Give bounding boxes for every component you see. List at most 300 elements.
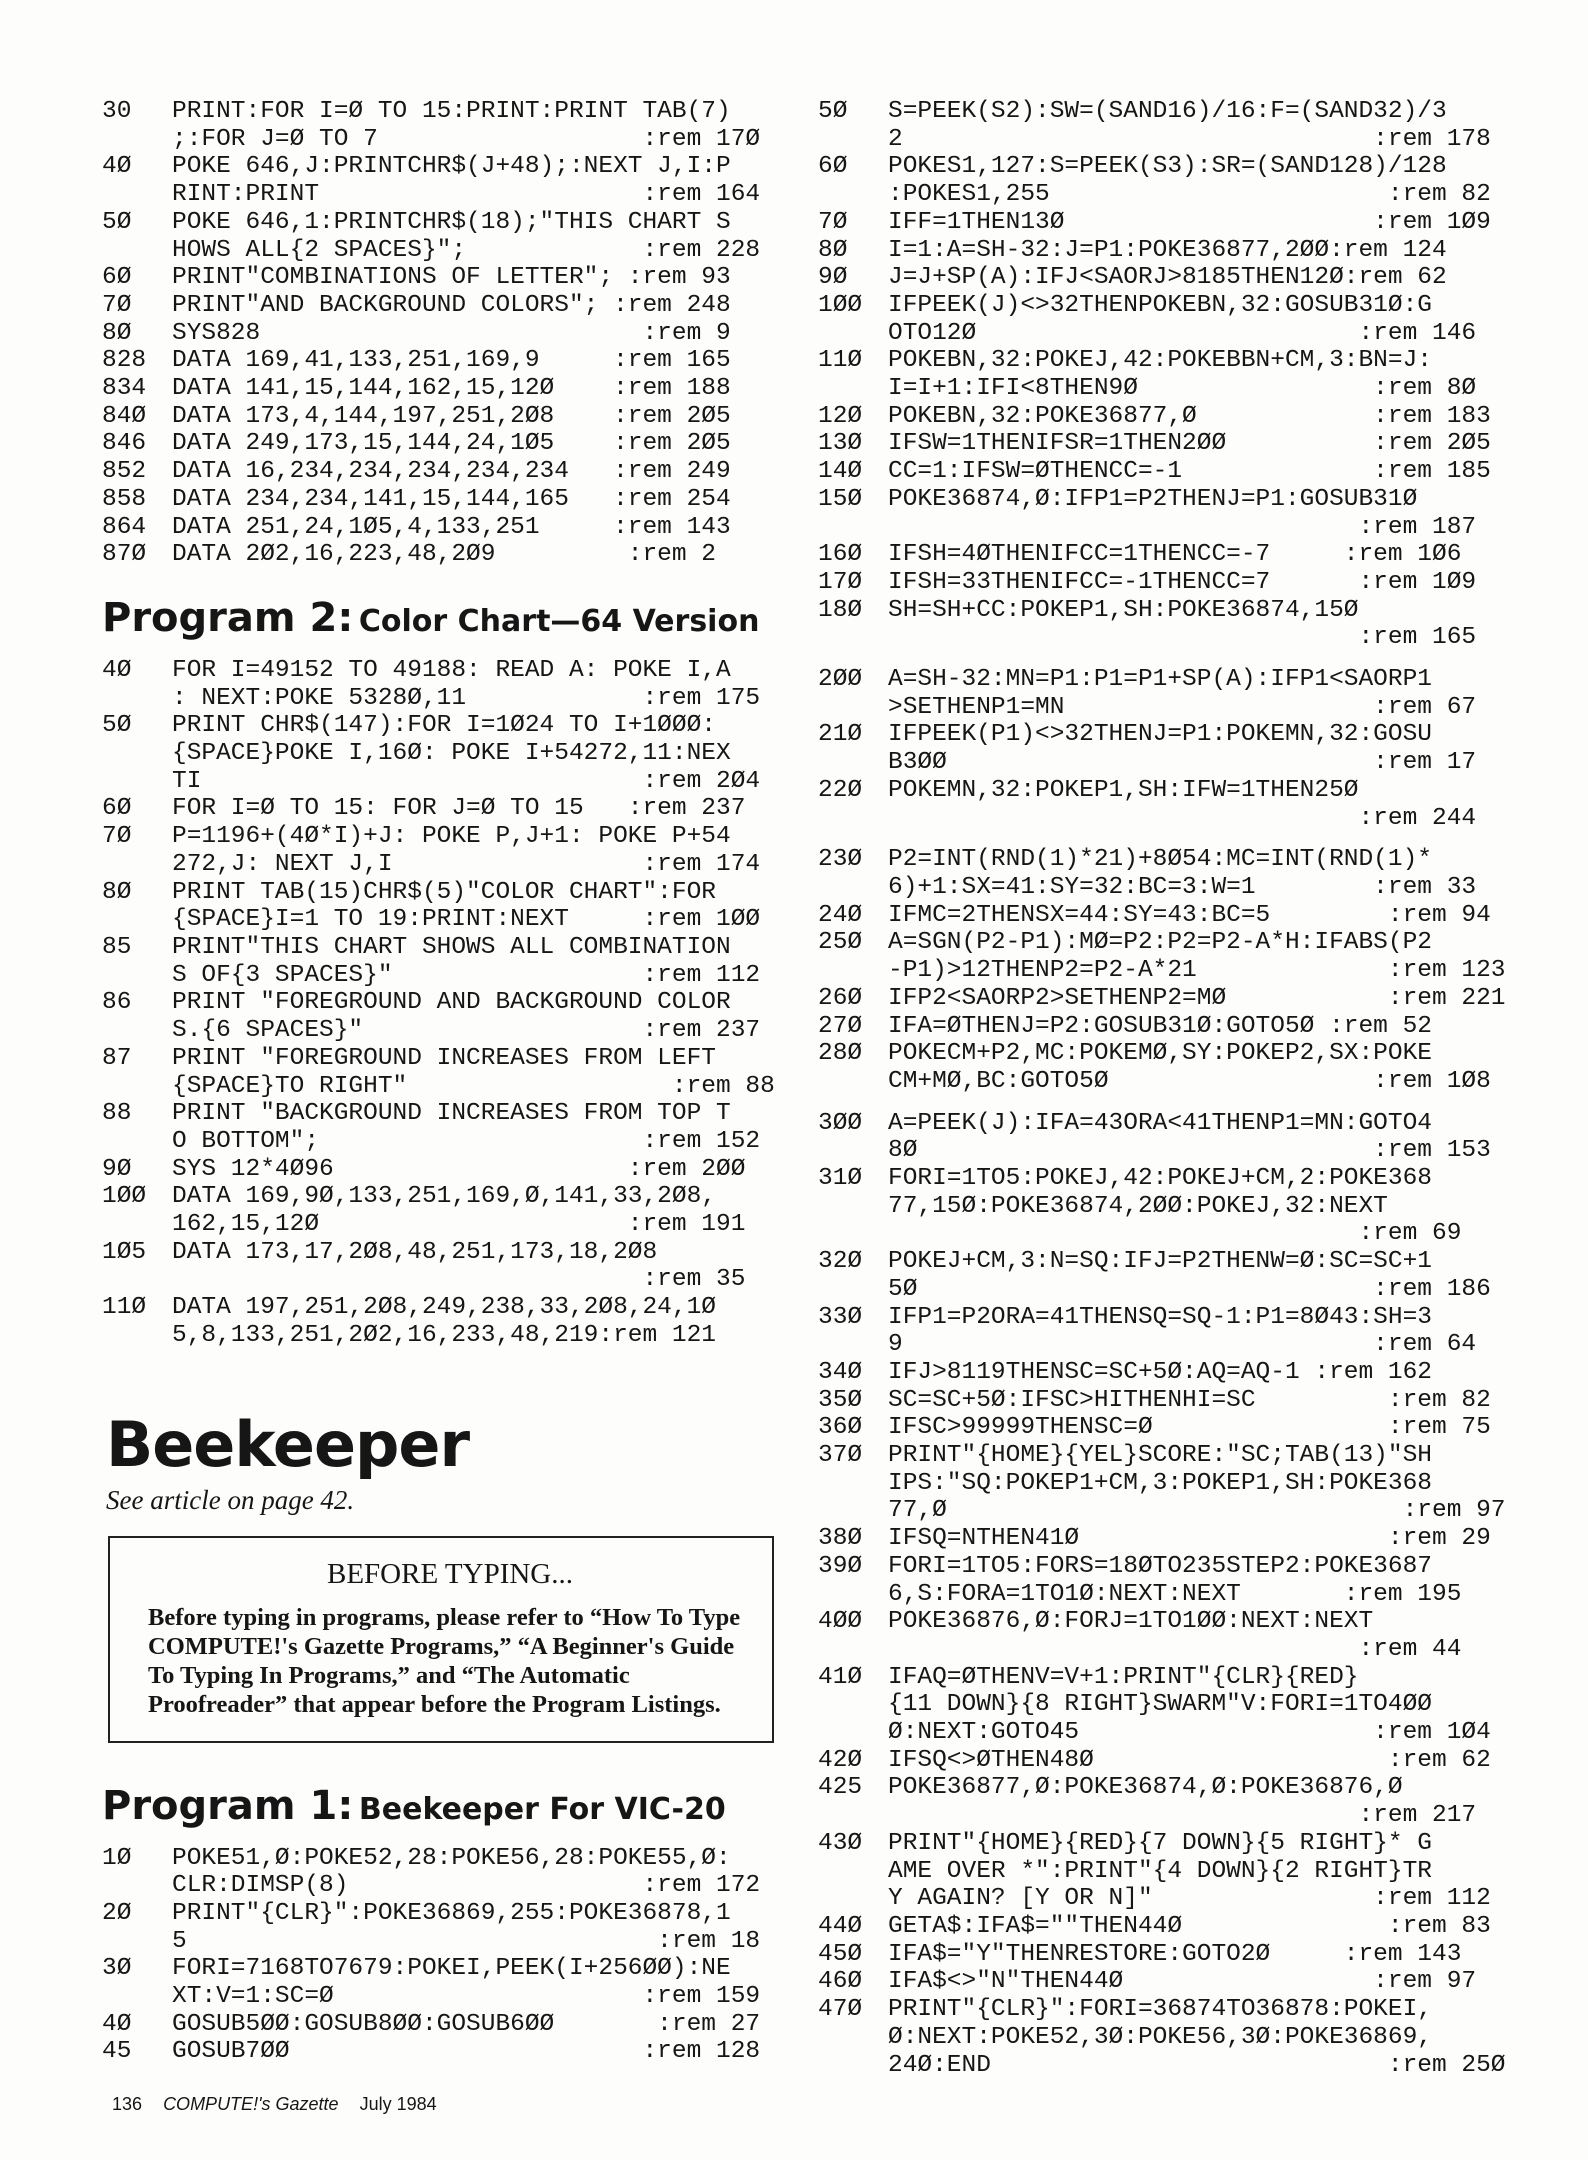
line-number: 22Ø [818, 776, 863, 804]
line-number [818, 624, 888, 652]
line-code: 77,Ø :rem 97 [888, 1497, 1506, 1525]
line-number: 4Ø [102, 2010, 132, 2038]
line-number [818, 514, 888, 542]
line-number: 33Ø [818, 1303, 863, 1331]
line-number: 41Ø [818, 1663, 863, 1691]
code-line [818, 320, 1524, 348]
issue-date: July 1984 [359, 2094, 437, 2114]
code-line [818, 1137, 1524, 1165]
line-code: A=SH-32:MN=P1:P1=P1+SP(A):IFP1<SAORP1 [888, 666, 1432, 694]
line-code: :rem 35 [172, 1266, 746, 1294]
line-code: 24Ø:END :rem 25Ø [888, 2051, 1506, 2079]
line-number [818, 181, 888, 209]
line-code: CC=1:IFSW=ØTHENCC=-1 :rem 185 [888, 458, 1491, 486]
line-number: 5Ø [102, 712, 132, 740]
line-number: 864 [102, 513, 147, 541]
line-number [818, 1497, 888, 1525]
program-2-heading [102, 595, 792, 641]
line-code: Ø:NEXT:GOTO45 :rem 1Ø4 [888, 1719, 1491, 1747]
line-code: POKE51,Ø:POKE52,28:POKE56,28:POKE55,Ø: [172, 1844, 731, 1872]
code-line [102, 292, 792, 320]
line-number [818, 1276, 888, 1304]
line-number: 7Ø [102, 823, 132, 851]
code-line [818, 1110, 1524, 1138]
line-number [102, 1073, 172, 1101]
line-code: IFSQ<>ØTHEN48Ø :rem 62 [888, 1746, 1491, 1774]
code-line [818, 846, 1524, 874]
right-column [818, 98, 1524, 2079]
program-1-heading [102, 1783, 792, 1829]
line-number: 84Ø [102, 402, 147, 430]
code-line [102, 1983, 792, 2011]
line-number: 9Ø [818, 264, 848, 292]
code-line [818, 805, 1524, 833]
code-line [818, 181, 1524, 209]
code-line [102, 1294, 792, 1322]
line-number [102, 1928, 172, 1956]
line-code: FOR I=Ø TO 15: FOR J=Ø TO 15 :rem 237 [172, 795, 746, 823]
line-number: 35Ø [818, 1386, 863, 1414]
line-number [102, 1266, 172, 1294]
code-line [818, 264, 1524, 292]
line-code: 9 :rem 64 [888, 1331, 1477, 1359]
line-number: 85 [102, 933, 132, 961]
line-number: 11Ø [818, 347, 863, 375]
line-code: IFSH=4ØTHENIFCC=1THENCC=-7 :rem 1Ø6 [888, 541, 1462, 569]
line-number [102, 851, 172, 879]
line-code: FORI=1TO5:POKEJ,42:POKEJ+CM,2:POKE368 [888, 1165, 1432, 1193]
code-line [818, 458, 1524, 486]
code-line [818, 1858, 1524, 1886]
line-code: Y AGAIN? [Y OR N]" :rem 112 [888, 1885, 1491, 1913]
line-code: 272,J: NEXT J,I :rem 174 [172, 850, 761, 878]
code-line [818, 1636, 1524, 1664]
color-chart-listing-continued [102, 98, 792, 569]
line-number [818, 375, 888, 403]
line-code: POKEBN,32:POKEJ,42:POKEBBN+CM,3:BN=J: [888, 347, 1432, 375]
line-number: 26Ø [818, 984, 863, 1012]
line-code: 77,15Ø:POKE36874,2ØØ:POKEJ,32:NEXT [888, 1192, 1388, 1220]
line-number [818, 2024, 888, 2052]
article-reference: See article on page 42. [106, 1484, 355, 1515]
line-code: A=SGN(P2-P1):MØ=P2:P2=P2-A*H:IFABS(P2 [888, 929, 1432, 957]
program-2-label: Program 2: [102, 594, 354, 641]
line-code: I=1:A=SH-32:J=P1:POKE36877,2ØØ:rem 124 [888, 236, 1447, 264]
code-line [102, 2038, 792, 2066]
line-code: 162,15,12Ø :rem 191 [172, 1211, 746, 1239]
line-code: POKE36877,Ø:POKE36874,Ø:POKE36876,Ø [888, 1774, 1403, 1802]
line-code: IFPEEK(P1)<>32THENJ=P1:POKEMN,32:GOSU [888, 721, 1432, 749]
code-line [818, 1387, 1524, 1415]
code-line [102, 1073, 792, 1101]
line-number: 14Ø [818, 458, 863, 486]
line-code: IFAQ=ØTHENV=V+1:PRINT"{CLR}{RED} [888, 1663, 1359, 1691]
line-number: 23Ø [818, 846, 863, 874]
line-code: S.{6 SPACES}" :rem 237 [172, 1017, 761, 1045]
line-code: PRINT "FOREGROUND AND BACKGROUND COLOR [172, 989, 731, 1017]
code-line [818, 237, 1524, 265]
line-code: PRINT"{CLR}":FORI=36874TO36878:POKEI, [888, 1996, 1432, 2024]
code-line [818, 1830, 1524, 1858]
line-number: 25Ø [818, 929, 863, 957]
code-line [818, 721, 1524, 749]
publication-name: COMPUTE!'s Gazette [163, 2094, 339, 2114]
line-number: 34Ø [818, 1358, 863, 1386]
code-line [102, 486, 792, 514]
code-line [102, 98, 792, 126]
line-code: S OF{3 SPACES}" :rem 112 [172, 961, 761, 989]
line-number [818, 957, 888, 985]
line-code: {SPACE}POKE I,16Ø: POKE I+54272,11:NEX [172, 740, 731, 768]
line-code: 6,S:FORA=1TO1Ø:NEXT:NEXT :rem 195 [888, 1580, 1462, 1608]
line-code: O BOTTOM"; :rem 152 [172, 1127, 761, 1155]
code-line [102, 264, 792, 292]
line-code: IFP2<SAORP2>SETHENP2=MØ :rem 221 [888, 984, 1506, 1012]
line-code: I=I+1:IFI<8THEN9Ø :rem 8Ø [888, 375, 1477, 403]
line-number [102, 1017, 172, 1045]
line-code: IFJ>8119THENSC=SC+5Ø:AQ=AQ-1 :rem 162 [888, 1358, 1432, 1386]
code-line [102, 1239, 792, 1267]
program-1-label: Program 1: [102, 1782, 354, 1829]
line-code: IPS:"SQ:POKEP1+CM,3:POKEP1,SH:POKE368 [888, 1469, 1432, 1497]
line-code: POKE 646,J:PRINTCHR$(J+48);:NEXT J,I:P [172, 153, 731, 181]
line-code: GETA$:IFA$=""THEN44Ø :rem 83 [888, 1913, 1491, 1940]
line-code: PRINT "BACKGROUND INCREASES FROM TOP T [172, 1100, 731, 1128]
line-code: POKE36874,Ø:IFP1=P2THENJ=P1:GOSUB31Ø [888, 485, 1418, 513]
line-code: Ø:NEXT:POKE52,3Ø:POKE56,3Ø:POKE36869, [888, 2023, 1432, 2051]
line-number: 15Ø [818, 485, 863, 513]
line-number [818, 2052, 888, 2080]
line-code: {SPACE}TO RIGHT" :rem 88 [172, 1072, 775, 1100]
line-code: :rem 244 [888, 804, 1477, 832]
line-number: 4Ø [102, 656, 132, 684]
program-1-listing [102, 1845, 792, 2067]
line-code: P=1196+(4Ø*I)+J: POKE P,J+1: POKE P+54 [172, 823, 731, 851]
line-number: 21Ø [818, 721, 863, 749]
line-code: IFA$="Y"THENRESTORE:GOTO2Ø :rem 143 [888, 1940, 1462, 1968]
code-line [102, 1266, 792, 1294]
line-number: 44Ø [818, 1913, 863, 1940]
code-line [818, 597, 1524, 625]
line-code: DATA 169,9Ø,133,251,169,Ø,141,33,2Ø8, [172, 1183, 716, 1211]
code-line [818, 1608, 1524, 1636]
code-line [818, 902, 1524, 930]
line-number: 12Ø [818, 402, 863, 430]
code-line [102, 1017, 792, 1045]
code-line [102, 823, 792, 851]
line-code: POKECM+P2,MC:POKEMØ,SY:POKEP2,SX:POKE [888, 1040, 1432, 1068]
line-code: ;:FOR J=Ø TO 7 :rem 17Ø [172, 125, 761, 153]
line-code: POKEMN,32:POKEP1,SH:IFW=1THEN25Ø [888, 776, 1359, 804]
code-line [818, 1802, 1524, 1830]
line-number [818, 1802, 888, 1830]
line-number: 31Ø [818, 1165, 863, 1193]
code-line [818, 1553, 1524, 1581]
line-number: 834 [102, 375, 147, 403]
line-number [102, 768, 172, 796]
code-line [818, 1359, 1524, 1387]
code-line [818, 153, 1524, 181]
code-line [818, 1220, 1524, 1248]
code-line [818, 209, 1524, 237]
line-code: AME OVER *":PRINT"{4 DOWN}{2 RIGHT}TR [888, 1857, 1432, 1885]
line-number: 852 [102, 458, 147, 486]
code-line [818, 1040, 1524, 1068]
line-number: 6Ø [818, 153, 848, 181]
line-code: POKE 646,1:PRINTCHR$(18);"THIS CHART S [172, 208, 731, 236]
line-code: GOSUB7ØØ :rem 128 [172, 2038, 761, 2066]
line-number: 4Ø [102, 153, 132, 181]
code-line [818, 486, 1524, 514]
line-number [818, 1581, 888, 1609]
code-line [818, 1193, 1524, 1221]
line-code: IFSC>99999THENSC=Ø :rem 75 [888, 1414, 1491, 1442]
line-code: IFA$<>"N"THEN44Ø :rem 97 [888, 1968, 1477, 1996]
line-code: DATA 251,24,1Ø5,4,133,251 :rem 143 [172, 513, 731, 541]
line-number: 30 [102, 98, 132, 125]
line-code: 5Ø :rem 186 [888, 1275, 1491, 1303]
code-line [102, 403, 792, 431]
code-line [818, 1996, 1524, 2024]
line-number: 17Ø [818, 568, 863, 596]
line-code: IFPEEK(J)<>32THENPOKEBN,32:GOSUB31Ø:G [888, 291, 1432, 319]
line-code: PRINT CHR$(147):FOR I=1Ø24 TO I+1ØØØ: [172, 712, 716, 740]
line-code: POKES1,127:S=PEEK(S3):SR=(SAND128)/128 [888, 153, 1447, 181]
line-number: 7Ø [102, 291, 132, 319]
line-code: DATA 249,173,15,144,24,1Ø5 :rem 2Ø5 [172, 430, 731, 458]
line-code: A=PEEK(J):IFA=43ORA<41THENP1=MN:GOTO4 [888, 1109, 1432, 1137]
line-number [818, 1193, 888, 1221]
code-line [818, 1913, 1524, 1941]
line-number: 6Ø [102, 795, 132, 823]
line-number: 13Ø [818, 430, 863, 458]
line-code: -P1)>12THENP2=P2-A*21 :rem 123 [888, 957, 1506, 985]
code-line [818, 1747, 1524, 1775]
code-line [102, 657, 792, 685]
line-number: 45 [102, 2038, 132, 2066]
line-code: IFMC=2THENSX=44:SY=43:BC=5 :rem 94 [888, 901, 1491, 929]
code-line [818, 929, 1524, 957]
code-line [102, 685, 792, 713]
line-code: RINT:PRINT :rem 164 [172, 181, 761, 209]
notice-title: BEFORE TYPING... [327, 1557, 573, 1590]
code-line [818, 1885, 1524, 1913]
code-line [102, 1872, 792, 1900]
code-line [818, 666, 1524, 694]
line-number: 36Ø [818, 1414, 863, 1442]
code-line [818, 430, 1524, 458]
line-number: 5Ø [818, 98, 848, 125]
line-code: SH=SH+CC:POKEP1,SH:POKE36874,15Ø [888, 596, 1359, 624]
line-number: 45Ø [818, 1940, 863, 1968]
line-number: 38Ø [818, 1525, 863, 1553]
line-code: DATA 2Ø2,16,223,48,2Ø9 :rem 2 [172, 541, 716, 569]
code-line [102, 1045, 792, 1073]
code-line [102, 1928, 792, 1956]
line-number: 6Ø [102, 264, 132, 292]
code-line [102, 906, 792, 934]
code-line [102, 1156, 792, 1184]
line-code: DATA 141,15,144,162,15,12Ø :rem 188 [172, 375, 731, 403]
line-number [818, 1331, 888, 1359]
line-code: CLR:DIMSP(8) :rem 172 [172, 1872, 761, 1900]
line-number [102, 740, 172, 768]
line-number [818, 1137, 888, 1165]
line-number: 86 [102, 989, 132, 1017]
line-code: S=PEEK(S2):SW=(SAND16)/16:F=(SAND32)/3 [888, 98, 1447, 125]
line-code: IFSQ=NTHEN41Ø :rem 29 [888, 1525, 1491, 1553]
code-line [818, 1774, 1524, 1802]
line-number: 2ØØ [818, 666, 863, 694]
line-code: IFSH=33THENIFCC=-1THENCC=7 :rem 1Ø9 [888, 568, 1477, 596]
line-number [818, 1691, 888, 1719]
code-line [102, 1183, 792, 1211]
code-line [818, 749, 1524, 777]
line-number [102, 126, 172, 154]
line-code: {SPACE}I=1 TO 19:PRINT:NEXT :rem 1ØØ [172, 906, 761, 934]
line-number: 846 [102, 430, 147, 458]
code-line [102, 181, 792, 209]
code-line [102, 1322, 792, 1350]
line-code: PRINT"{CLR}":POKE36869,255:POKE36878,1 [172, 1899, 731, 1927]
code-line [818, 1013, 1524, 1041]
code-line [102, 879, 792, 907]
line-code: IFSW=1THENIFSR=1THEN2ØØ :rem 2Ø5 [888, 430, 1491, 458]
code-line [818, 1331, 1524, 1359]
code-line [102, 320, 792, 348]
line-number [102, 1872, 172, 1900]
line-code: CM+MØ,BC:GOTO5Ø :rem 1Ø8 [888, 1067, 1491, 1095]
code-line [818, 1497, 1524, 1525]
line-number [818, 320, 888, 348]
line-number: 1ØØ [102, 1183, 147, 1211]
line-number: 88 [102, 1100, 132, 1128]
line-number: 37Ø [818, 1442, 863, 1470]
code-line [818, 985, 1524, 1013]
line-number: 8Ø [102, 319, 132, 347]
line-number: 28Ø [818, 1040, 863, 1068]
line-number: 1Ø [102, 1844, 132, 1872]
code-line [102, 1128, 792, 1156]
line-number [102, 906, 172, 934]
notice-body: Before typing in programs, please refer to “How To Type COMPUTE!'s Gazette Programs,” “A Beginner's Guide To Typing In Programs,” and “The Automatic Proofreader” that appear before the Program Listings. [148, 1603, 741, 1718]
code-line [818, 624, 1524, 652]
code-line [818, 1525, 1524, 1553]
article-title: Beekeeper [106, 1407, 470, 1481]
line-number [102, 237, 172, 265]
code-line [102, 209, 792, 237]
line-number [818, 1068, 888, 1096]
code-line [818, 292, 1524, 320]
line-code: :POKES1,255 :rem 82 [888, 181, 1491, 209]
code-line [818, 777, 1524, 805]
line-number: 858 [102, 485, 147, 513]
line-code: P2=INT(RND(1)*21)+8Ø54:MC=INT(RND(1)* [888, 846, 1432, 874]
line-code: POKEBN,32:POKE36877,Ø :rem 183 [888, 402, 1491, 430]
line-code: B3ØØ :rem 17 [888, 749, 1477, 777]
code-line [818, 1968, 1524, 1996]
line-number: 8Ø [102, 878, 132, 906]
line-number: 5Ø [102, 208, 132, 236]
line-code: {11 DOWN}{8 RIGHT}SWARM"V:FORI=1TO4ØØ [888, 1691, 1432, 1719]
line-number [818, 1885, 888, 1913]
line-number [102, 181, 172, 209]
line-number [102, 1211, 172, 1239]
code-line [102, 989, 792, 1017]
code-line [818, 347, 1524, 375]
line-code: POKE36876,Ø:FORJ=1TO1ØØ:NEXT:NEXT [888, 1608, 1374, 1636]
line-number [818, 694, 888, 722]
line-number: 43Ø [818, 1829, 863, 1857]
line-number: 2Ø [102, 1899, 132, 1927]
line-code: FORI=7168TO7679:POKEI,PEEK(I+256ØØ):NE [172, 1955, 731, 1983]
code-line [818, 694, 1524, 722]
line-code: XT:V=1:SC=Ø :rem 159 [172, 1983, 761, 2011]
line-code: PRINT"AND BACKGROUND COLORS"; :rem 248 [172, 291, 731, 319]
line-number: 46Ø [818, 1968, 863, 1996]
line-code: GOSUB5ØØ:GOSUB8ØØ:GOSUB6ØØ :rem 27 [172, 2010, 761, 2038]
code-line [102, 934, 792, 962]
line-code: PRINT"COMBINATIONS OF LETTER"; :rem 93 [172, 264, 731, 292]
line-number [818, 1220, 888, 1248]
code-line [818, 1248, 1524, 1276]
code-line [818, 1719, 1524, 1747]
code-line [102, 1845, 792, 1873]
line-code: :rem 44 [888, 1635, 1462, 1663]
line-code: IFF=1THEN13Ø :rem 1Ø9 [888, 208, 1491, 236]
before-typing-notice [108, 1536, 774, 1743]
page-number: 136 [112, 2094, 143, 2114]
code-line [818, 98, 1524, 126]
line-code: J=J+SP(A):IFJ<SAORJ>8185THEN12Ø:rem 62 [888, 264, 1447, 292]
code-line [102, 237, 792, 265]
code-line [102, 712, 792, 740]
line-number [102, 962, 172, 990]
code-line [102, 851, 792, 879]
code-line [102, 1211, 792, 1239]
code-line [818, 1581, 1524, 1609]
code-line [102, 430, 792, 458]
code-line [102, 541, 792, 569]
line-code: DATA 234,234,141,15,144,165 :rem 254 [172, 485, 731, 513]
line-code: 5 :rem 18 [172, 1927, 761, 1955]
line-code: : NEXT:POKE 5328Ø,11 :rem 175 [172, 684, 761, 712]
line-number: 87Ø [102, 541, 147, 569]
code-line [818, 1414, 1524, 1442]
line-code: 5,8,133,251,2Ø2,16,233,48,219:rem 121 [172, 1321, 716, 1349]
code-line [102, 153, 792, 181]
code-line [818, 1941, 1524, 1969]
line-code: :rem 217 [888, 1802, 1477, 1830]
code-line [102, 347, 792, 375]
code-line [818, 1664, 1524, 1692]
code-line [818, 403, 1524, 431]
line-number [818, 126, 888, 154]
line-code: FOR I=49152 TO 49188: READ A: POKE I,A [172, 656, 731, 684]
code-line [102, 1900, 792, 1928]
line-code: OTO12Ø :rem 146 [888, 319, 1477, 347]
code-line [818, 957, 1524, 985]
code-line [818, 375, 1524, 403]
line-code: SC=SC+5Ø:IFSC>HITHENHI=SC :rem 82 [888, 1386, 1491, 1414]
code-line [818, 541, 1524, 569]
code-line [818, 1165, 1524, 1193]
code-line [818, 2052, 1524, 2080]
line-code: 2 :rem 178 [888, 125, 1491, 153]
line-number [818, 805, 888, 833]
line-code: DATA 173,4,144,197,251,2Ø8 :rem 2Ø5 [172, 402, 731, 430]
line-code: PRINT "FOREGROUND INCREASES FROM LEFT [172, 1044, 716, 1072]
